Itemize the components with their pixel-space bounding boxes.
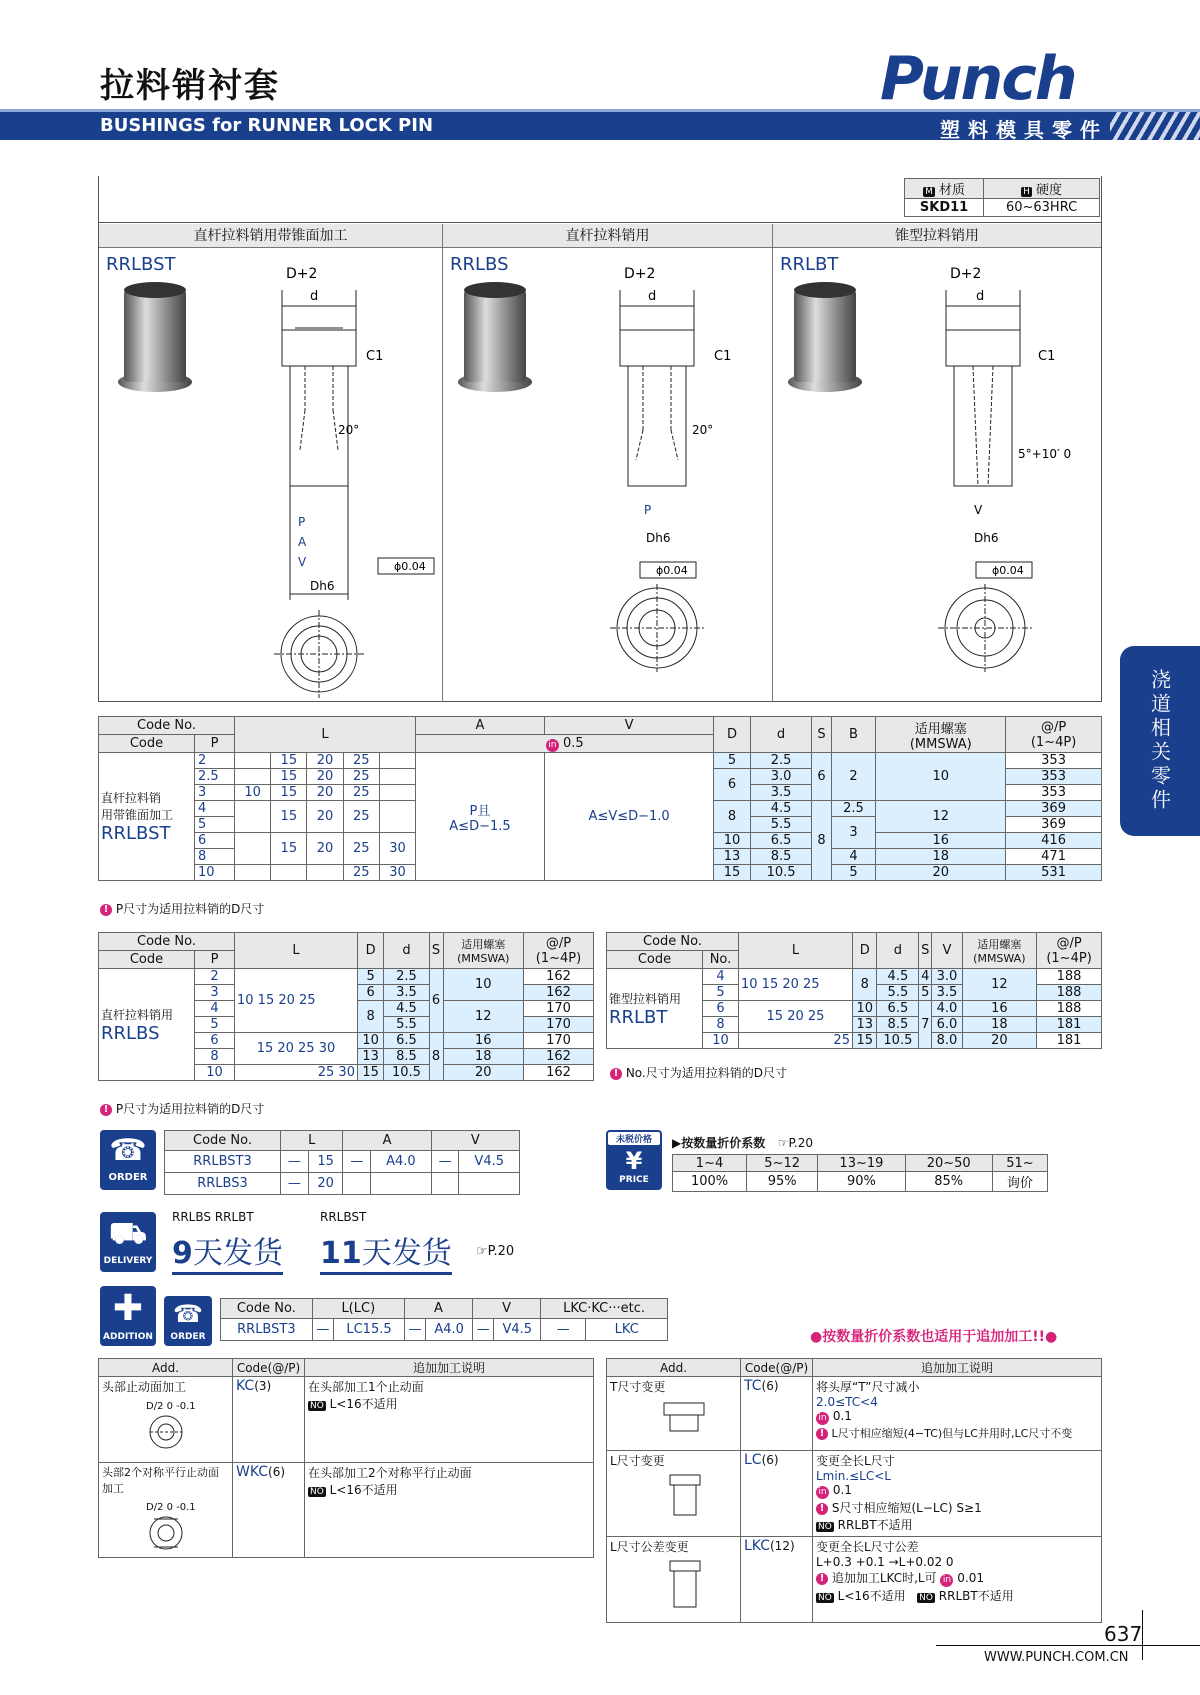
dim-angle-2: 20° xyxy=(692,423,714,437)
dim-d-2: d xyxy=(648,289,657,304)
volume-discount-table: 1~4 5~12 13~19 20~50 51~ 100% 95% 90% 85% 询价 xyxy=(672,1154,1048,1192)
material-value: SKD11 xyxy=(905,199,984,217)
drawing-code-3: RRLBT xyxy=(780,254,839,275)
addition-order-table: Code No. L(LC) A V LKC·KC···etc. RRLBST3 — LC15.5 — A4.0 — V4.5 — LKC xyxy=(220,1298,668,1341)
tc-sketch xyxy=(634,1395,724,1435)
dim-d-3: d xyxy=(976,289,985,304)
product-photo xyxy=(464,290,526,382)
price-icon: 未税价格 ¥ PRICE xyxy=(606,1130,662,1190)
lc-sketch xyxy=(634,1469,724,1519)
table-row: 3 6 3.5 162 xyxy=(99,985,594,1001)
delivery-codes-1: RRLBS RRLBT xyxy=(172,1210,254,1224)
table-row: 5 5.5 170 xyxy=(99,1017,594,1033)
dim-dtop-2: D+2 xyxy=(624,266,656,282)
addition-table-right: Add. Code(@/P) 追加加工说明 T尺寸变更 TC(6) 将头厚“T”尺寸减小 2.0≤TC<4 in 0.1 ! L尺寸相应缩短(4−TC)但与LC并用时,LC尺寸不变 L尺寸变更 LC(6) 变更全长L尺寸 Lmin.≤LC<L in 0.1 ! S尺寸相应缩短(L−LC) S≥1 NO RRLBT不适用 L尺寸公差变更 LKC(12) 变更全长L尺寸公差 L+0.3 +0.1 →L+0.02 0 ! 追加加工LKC时,L可 in 0.01 NO L<16不适用 NO RRLBT不适用 xyxy=(606,1358,1102,1623)
footer-url[interactable]: WWW.PUNCH.COM.CN xyxy=(984,1650,1129,1665)
order-icon: ☎ ORDER xyxy=(100,1130,156,1190)
table-row: 8 13 8.5 6.0 18 181 xyxy=(607,1017,1102,1033)
delivery-icon: ⛟ DELIVERY xyxy=(100,1212,156,1272)
code-cell: 锥型拉料销用 RRLBT xyxy=(607,969,703,1049)
table-row: 8 13 8.5 18 162 xyxy=(99,1049,594,1065)
addition-row-kc[interactable]: 头部止动面加工 D/2 0 -0.1 KC(3) 在头部加工1个止动面 NO L<16不适用 xyxy=(99,1377,594,1463)
table-row: 4 15 20 25 8 4.5 8 2.5 12 369 xyxy=(99,801,1102,817)
lkc-sketch xyxy=(634,1555,724,1611)
delivery-ref: ☞P.20 xyxy=(476,1244,515,1259)
dim-p-2: P xyxy=(644,503,652,517)
addition-icon: ✚ ADDITION xyxy=(100,1286,156,1346)
spec-table-rrlbs: Code No. L D d S 适用螺塞 (MMSWA) @/P (1~4P) Code P 直杆拉料销用 RRLBS 2 10 15 20 25 5 2.5 6 10 162 3 6 3.5 162 4 8 4.5 12 170 5 5.5 170 6 15 20 25 30 10 6.5 8 16 170 8 13 8.5 18 162 10 25 30 15 10.5 20 162 xyxy=(98,932,594,1081)
dim-dh6-1: Dh6 xyxy=(310,579,335,593)
table-row: 10 25 15 10.5 8.0 20 181 xyxy=(607,1033,1102,1049)
table-row: 6 15 20 25 30 10 6.5 8 16 170 xyxy=(99,1033,594,1049)
note-rrlbs: ! P尺寸为适用拉料销的D尺寸 xyxy=(100,1100,264,1117)
dim-c1-3: C1 xyxy=(1038,349,1056,364)
category-side-tab[interactable]: 浇道相关零件 xyxy=(1120,646,1200,836)
brand-subtitle: 塑料模具零件 xyxy=(940,118,1108,142)
drawing-head-1: 直杆拉料销用带锥面加工 xyxy=(99,224,442,248)
dim-p-1: P xyxy=(298,515,306,529)
hardness-value: 60~63HRC xyxy=(984,199,1100,217)
addition-discount-notice: ●按数量折价系数也适用于追加加工!!● xyxy=(810,1329,1058,1345)
spec-table-rrlbst: Code No. L A V D d S B 适用螺塞 (MMSWA) @/P (1~4P) Code P in 0.5 直杆拉料销 用带锥面加工 RRLBST 2 15 20 25 P且 A≤D−1.5 A≤V≤D−1.0 5 2.5 6 2 10 353 2.5 15 20 25 6 3.0 353 3 10 15 20 25 3.5 353 4 15 20 25 8 4.5 8 2.5 12 369 5 5.5 3 369 6 15 20 25 30 10 6.5 16 416 8 13 8.5 4 18 471 10 25 30 15 10.5 5 20 531 xyxy=(98,716,1102,881)
dim-d-1: d xyxy=(310,289,319,304)
dim-dh6-3: Dh6 xyxy=(974,531,999,545)
drawing-rrlbs xyxy=(450,250,770,700)
dim-dtop-1: D+2 xyxy=(286,266,318,282)
page-number: 637 xyxy=(1104,1622,1143,1646)
yen-icon: ¥ xyxy=(625,1147,643,1175)
addition-row-lkc[interactable]: L尺寸公差变更 LKC(12) 变更全长L尺寸公差 L+0.3 +0.1 →L+0.02 0 ! 追加加工LKC时,L可 in 0.01 NO L<16不适用 NO RRLBT不适用 xyxy=(607,1537,1102,1623)
phone-icon: ☎ xyxy=(173,1300,203,1328)
runout-3: ϕ0.04 xyxy=(992,564,1024,577)
table-row: 2.5 15 20 25 6 3.0 353 xyxy=(99,769,1102,785)
delivery-days-1: 9天发货 xyxy=(172,1228,283,1275)
table-row: 4 8 4.5 12 170 xyxy=(99,1001,594,1017)
delivery-codes-2: RRLBST xyxy=(320,1210,367,1224)
table-row: 10 25 30 15 10.5 20 162 xyxy=(99,1065,594,1081)
table-row: 直杆拉料销 用带锥面加工 RRLBST 2 15 20 25 P且 A≤D−1.5 A≤V≤D−1.0 5 2.5 6 2 10 353 xyxy=(99,753,1102,769)
dim-a-1: A xyxy=(298,535,307,549)
dim-v-1: V xyxy=(298,555,307,569)
addition-row-lc[interactable]: L尺寸变更 LC(6) 变更全长L尺寸 Lmin.≤LC<L in 0.1 ! S尺寸相应缩短(L−LC) S≥1 NO RRLBT不适用 xyxy=(607,1451,1102,1537)
runout-2: ϕ0.04 xyxy=(656,564,688,577)
code-cell: 直杆拉料销用 RRLBS xyxy=(99,969,195,1081)
table-row: 10 25 30 15 10.5 5 20 531 xyxy=(99,865,1102,881)
drawing-rrlbst xyxy=(110,250,440,700)
logo-stripes xyxy=(1110,112,1200,140)
dim-dtop-3: D+2 xyxy=(950,266,982,282)
dim-c1-2: C1 xyxy=(714,349,732,364)
table-row: 锥型拉料销用 RRLBT 4 10 15 20 25 8 4.5 4 3.0 12 188 xyxy=(607,969,1102,985)
plus-icon: ✚ xyxy=(112,1288,144,1329)
product-photo xyxy=(124,290,186,382)
product-photo xyxy=(794,290,856,382)
code-cell: 直杆拉料销 用带锥面加工 RRLBST xyxy=(99,753,195,881)
addition-table-left: Add. Code(@/P) 追加加工说明 头部止动面加工 D/2 0 -0.1 KC(3) 在头部加工1个止动面 NO L<16不适用 头部2个对称平行止动面加工 D/2 0 -0.1 WKC(6) 在头部加工2个对称平行止动面 NO L<16不适用 xyxy=(98,1358,594,1558)
dim-angle-3: 5°+10′ 0 xyxy=(1018,447,1072,461)
dim-c1-1: C1 xyxy=(366,349,384,364)
drawing-head-2: 直杆拉料销用 xyxy=(443,224,772,248)
drawing-code-1: RRLBST xyxy=(106,254,176,275)
truck-icon: ⛟ xyxy=(109,1216,147,1251)
table-row: 3 10 15 20 25 3.5 353 xyxy=(99,785,1102,801)
dim-dh6-2: Dh6 xyxy=(646,531,671,545)
dim-v-3: V xyxy=(974,503,983,517)
note-rrlbst: ! P尺寸为适用拉料销的D尺寸 xyxy=(100,900,264,917)
dim-angle-1: 20° xyxy=(338,423,360,437)
drawing-head-3: 锥型拉料销用 xyxy=(773,224,1101,248)
addition-order-icon: ☎ ORDER xyxy=(164,1296,212,1346)
page-subtitle: BUSHINGS for RUNNER LOCK PIN xyxy=(100,115,434,136)
material-head: M 材质 xyxy=(905,179,984,199)
drawing-rrlbt xyxy=(780,250,1100,700)
wkc-sketch xyxy=(146,1513,206,1553)
order-example-table: Code No. L A V RRLBST3 — 15 — A4.0 — V4.5 RRLBS3 — 20 xyxy=(164,1130,520,1195)
price-title: ▶按数量折价系数 ☞P.20 xyxy=(672,1136,813,1150)
hardness-head: H 硬度 xyxy=(984,179,1100,199)
note-rrlbt: ! No.尺寸为适用拉料销的D尺寸 xyxy=(610,1064,787,1081)
page-title: 拉料销衬套 xyxy=(100,66,280,106)
table-row: 5 5.5 5 3.5 188 xyxy=(607,985,1102,1001)
spec-table-rrlbt: Code No. L D d S V 适用螺塞 (MMSWA) @/P (1~4P) Code No. 锥型拉料销用 RRLBT 4 10 15 20 25 8 4.5 4 3.0 12 188 5 5.5 5 3.5 188 6 15 20 25 10 6.5 7 4.0 16 188 8 13 8.5 6.0 18 181 10 25 15 10.5 8.0 20 181 xyxy=(606,932,1102,1049)
delivery-days-2: 11天发货 xyxy=(320,1228,452,1275)
addition-row-wkc[interactable]: 头部2个对称平行止动面加工 D/2 0 -0.1 WKC(6) 在头部加工2个对称平行止动面 NO L<16不适用 xyxy=(99,1463,594,1558)
drawing-code-2: RRLBS xyxy=(450,254,509,275)
brand-logo: Punch xyxy=(880,44,1076,114)
kc-sketch xyxy=(146,1412,206,1452)
table-row: 8 13 8.5 4 18 471 xyxy=(99,849,1102,865)
table-row: 直杆拉料销用 RRLBS 2 10 15 20 25 5 2.5 6 10 162 xyxy=(99,969,594,985)
table-row: 5 5.5 3 369 xyxy=(99,817,1102,833)
phone-icon: ☎ xyxy=(109,1133,147,1168)
runout-1: ϕ0.04 xyxy=(394,560,426,573)
table-row: 6 15 20 25 10 6.5 7 4.0 16 188 xyxy=(607,1001,1102,1017)
addition-row-tc[interactable]: T尺寸变更 TC(6) 将头厚“T”尺寸减小 2.0≤TC<4 in 0.1 ! L尺寸相应缩短(4−TC)但与LC并用时,LC尺寸不变 xyxy=(607,1377,1102,1451)
table-row: 6 15 20 25 30 10 6.5 16 416 xyxy=(99,833,1102,849)
